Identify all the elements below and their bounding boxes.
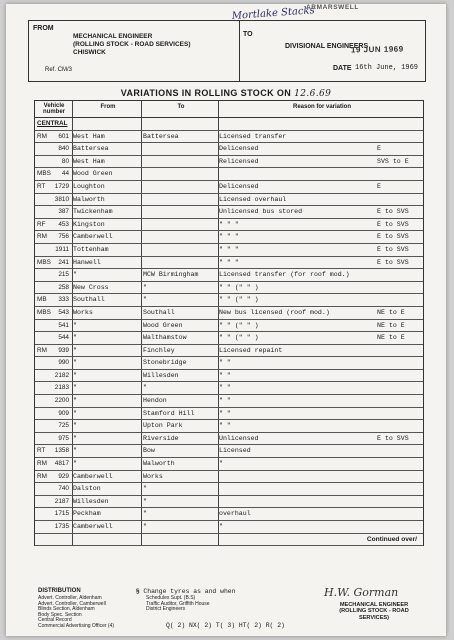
memo-sheet bbox=[6, 4, 446, 636]
vehicle-number bbox=[35, 408, 71, 420]
fleet-number: 740 bbox=[58, 485, 69, 493]
disposal-code: E to SVS bbox=[377, 233, 409, 241]
from-garage: " bbox=[73, 384, 77, 392]
from-garage: Camberwell bbox=[73, 523, 113, 530]
vehicle-number bbox=[35, 496, 71, 508]
vehicle-number bbox=[35, 382, 71, 394]
from-line: MECHANICAL ENGINEER bbox=[73, 33, 153, 40]
vehicle-number bbox=[35, 445, 71, 457]
memo-footer bbox=[34, 588, 424, 634]
reason: " " bbox=[219, 371, 231, 379]
table-row bbox=[35, 420, 423, 433]
from-garage: Camberwell bbox=[73, 472, 113, 480]
tyre-counts: Q( 2) NX( 2) T( 3) HT( 2) R( 2) bbox=[166, 622, 285, 629]
signature: H.W. Gorman bbox=[324, 586, 399, 599]
vehicle-class: RM bbox=[37, 132, 47, 140]
fleet-number: 387 bbox=[58, 208, 69, 216]
reference-number: Ref. CM/3 bbox=[45, 67, 73, 73]
table-row bbox=[35, 508, 423, 521]
table-row bbox=[35, 231, 423, 244]
from-garage: Wood Green bbox=[73, 170, 113, 178]
reason: Unlicensed bus stored bbox=[219, 208, 303, 216]
to-garage: Works bbox=[143, 472, 163, 480]
fleet-number: 543 bbox=[58, 308, 69, 316]
table-row bbox=[35, 131, 423, 144]
from-garage: " bbox=[73, 371, 77, 379]
fleet-number: 3810 bbox=[54, 195, 69, 203]
from-garage: " bbox=[73, 346, 77, 354]
tyre-note bbox=[136, 588, 235, 595]
vehicle-number bbox=[35, 320, 71, 332]
table-row bbox=[35, 269, 423, 282]
from-garage: Battersea bbox=[73, 145, 109, 153]
reason: " " bbox=[219, 397, 231, 405]
reason: " " (" " ) bbox=[219, 321, 259, 329]
disposal-code: SVS to E bbox=[377, 157, 409, 165]
fleet-number: 725 bbox=[58, 422, 69, 430]
table-row bbox=[35, 483, 423, 496]
vehicle-number bbox=[35, 370, 71, 382]
vehicle-number bbox=[35, 181, 71, 193]
from-garage: Twickenham bbox=[73, 208, 113, 216]
fleet-number: 975 bbox=[58, 434, 69, 442]
vehicle-number bbox=[35, 269, 71, 281]
from-garage: Peckham bbox=[73, 510, 101, 518]
vehicle-number bbox=[35, 143, 71, 155]
to-garage: Stonebridge bbox=[143, 359, 187, 367]
reason: Delicensed bbox=[219, 145, 259, 153]
from-garage: Hanwell bbox=[73, 258, 101, 266]
table-row bbox=[35, 244, 423, 257]
reason: Licensed transfer bbox=[219, 132, 287, 140]
vehicle-class: MBS bbox=[37, 258, 51, 266]
table-row bbox=[35, 458, 423, 471]
table-row bbox=[35, 320, 423, 333]
disposal-code: E to SVS bbox=[377, 258, 409, 266]
table-row bbox=[35, 357, 423, 370]
note-mark: § bbox=[136, 588, 140, 595]
disposal-code: E to SVS bbox=[377, 434, 409, 442]
fleet-number: 756 bbox=[58, 233, 69, 241]
to-garage: Southall bbox=[143, 308, 175, 316]
schedule-item: District Engineers bbox=[146, 606, 186, 613]
disposal-code: E to SVS bbox=[377, 220, 409, 228]
table-row bbox=[35, 219, 423, 232]
table-row bbox=[35, 433, 423, 446]
vehicle-number bbox=[35, 257, 71, 269]
vehicle-class: RT bbox=[37, 447, 46, 455]
from-garage: West Ham bbox=[73, 132, 105, 140]
to-garage: Battersea bbox=[143, 132, 179, 140]
to-garage: Walworth bbox=[143, 460, 175, 468]
reason: " " (" " ) bbox=[219, 334, 259, 342]
title-text: VARIATIONS IN ROLLING STOCK ON bbox=[120, 88, 292, 98]
distribution-item: Advert. Controller, Aldenham bbox=[38, 595, 102, 601]
note-text: Change tyres as and when bbox=[143, 588, 236, 595]
vehicle-number bbox=[35, 483, 71, 495]
table-row bbox=[35, 521, 423, 534]
table-row bbox=[35, 194, 423, 207]
from-line: (ROLLING STOCK - ROAD SERVICES) bbox=[73, 41, 191, 48]
document-title bbox=[6, 88, 446, 99]
table-row bbox=[35, 143, 423, 156]
reason: " " " bbox=[219, 258, 239, 266]
fleet-number: 601 bbox=[58, 132, 69, 140]
to-garage: " bbox=[143, 510, 147, 518]
distribution-label: DISTRIBUTION bbox=[38, 588, 81, 594]
table-row bbox=[35, 168, 423, 181]
to-garage: Finchley bbox=[143, 346, 175, 354]
disposal-code: NE to E bbox=[377, 334, 405, 342]
from-garage: Willesden bbox=[73, 497, 109, 505]
reason: " " " bbox=[219, 220, 239, 228]
fleet-number: 80 bbox=[61, 157, 69, 165]
distribution-item: Body Spec. Section bbox=[38, 611, 82, 618]
disposal-code: E to SVS bbox=[377, 208, 409, 216]
fleet-number: 333 bbox=[58, 296, 69, 304]
fleet-number: 909 bbox=[58, 409, 69, 417]
table-row bbox=[35, 257, 423, 270]
from-garage: " bbox=[73, 460, 77, 468]
table-row bbox=[35, 156, 423, 169]
reason: Licensed transfer (for roof mod.) bbox=[219, 271, 350, 279]
from-garage: Southall bbox=[73, 296, 105, 304]
reason: " bbox=[219, 523, 223, 530]
to-garage: Riverside bbox=[143, 434, 179, 442]
to-garage: Stamford Hill bbox=[143, 409, 195, 417]
from-garage: " bbox=[73, 321, 77, 329]
distribution-item: Central Record bbox=[38, 617, 72, 624]
reason: " " bbox=[219, 422, 231, 430]
schedule-list bbox=[146, 596, 210, 613]
signature-line: (ROLLING STOCK - ROAD SERVICES) bbox=[339, 608, 409, 621]
top-stamp: ARMARSWELL bbox=[306, 4, 359, 11]
to-garage: Wood Green bbox=[143, 321, 183, 329]
table-row bbox=[35, 408, 423, 421]
vehicle-number bbox=[35, 194, 71, 206]
table-row bbox=[35, 332, 423, 345]
reason: " " (" " ) bbox=[219, 296, 259, 304]
received-date-stamp: 19 JUN 1969 bbox=[350, 44, 404, 55]
from-garage: Walworth bbox=[73, 195, 105, 203]
table-row bbox=[35, 496, 423, 509]
section-label: CENTRAL bbox=[37, 120, 68, 127]
from-garage: New Cross bbox=[73, 283, 109, 291]
title-date: 12.6.69 bbox=[294, 89, 332, 99]
reason: Unlicensed bbox=[219, 434, 259, 442]
reason: " " " bbox=[219, 245, 239, 253]
distribution-item: Blinds Section, Aldenham bbox=[38, 606, 95, 613]
fleet-number: 44 bbox=[61, 170, 69, 178]
col-from: From bbox=[100, 104, 116, 110]
vehicle-class: MB bbox=[37, 296, 47, 304]
from-address bbox=[73, 33, 191, 57]
to-garage: " bbox=[143, 283, 147, 291]
vehicle-number bbox=[35, 282, 71, 294]
fleet-number: 241 bbox=[58, 258, 69, 266]
vehicle-number bbox=[35, 433, 71, 445]
to-garage: Willesden bbox=[143, 371, 179, 379]
variations-table bbox=[34, 100, 424, 546]
reason: Licensed repaint bbox=[219, 346, 283, 354]
fleet-number: 2200 bbox=[54, 397, 69, 405]
from-garage: " bbox=[73, 447, 77, 455]
vehicle-number bbox=[35, 294, 71, 306]
table-row bbox=[35, 382, 423, 395]
fleet-number: 1358 bbox=[54, 447, 69, 455]
reason: Relicensed bbox=[219, 157, 259, 165]
from-garage: Dalston bbox=[73, 485, 101, 493]
from-garage: Kingston bbox=[73, 220, 105, 228]
fleet-number: 2187 bbox=[54, 497, 69, 505]
from-garage: " bbox=[73, 422, 77, 430]
to-garage: " bbox=[143, 296, 147, 304]
fleet-number: 929 bbox=[58, 472, 69, 480]
handwritten-scrawl: Mortlake Stacks bbox=[231, 5, 316, 22]
fleet-number: 2182 bbox=[54, 371, 69, 379]
reason: " " bbox=[219, 359, 231, 367]
fleet-number: 215 bbox=[58, 271, 69, 279]
vehicle-number bbox=[35, 345, 71, 357]
fleet-number: 4817 bbox=[54, 460, 69, 468]
vehicle-class: MBS bbox=[37, 308, 51, 316]
reason: New bus licensed (roof mod.) bbox=[219, 308, 330, 316]
fleet-number: 258 bbox=[58, 283, 69, 291]
to-garage: " bbox=[143, 384, 147, 392]
col-vehicle-number: Vehicle number bbox=[42, 103, 65, 115]
vehicle-number bbox=[35, 231, 71, 243]
fleet-number: 453 bbox=[58, 220, 69, 228]
fleet-number: 2183 bbox=[54, 384, 69, 392]
table-row bbox=[35, 282, 423, 295]
fleet-number: 541 bbox=[58, 321, 69, 329]
vehicle-number bbox=[35, 206, 71, 218]
table-row bbox=[35, 206, 423, 219]
from-label: FROM bbox=[33, 25, 54, 32]
table-section-row bbox=[35, 118, 423, 131]
reason: Licensed bbox=[219, 447, 251, 455]
from-garage: Tottenham bbox=[73, 245, 109, 253]
to-garage: " bbox=[143, 523, 147, 530]
disposal-code: NE to E bbox=[377, 308, 405, 316]
fleet-number: 840 bbox=[58, 145, 69, 153]
table-row bbox=[35, 181, 423, 194]
to-garage: Hendon bbox=[143, 397, 167, 405]
vehicle-number bbox=[35, 458, 71, 470]
reason: Delicensed bbox=[219, 182, 259, 190]
reason: " " " bbox=[219, 233, 239, 241]
vehicle-class: RM bbox=[37, 233, 47, 241]
vehicle-number bbox=[35, 219, 71, 231]
disposal-code: E bbox=[377, 145, 381, 153]
disposal-code: E to SVS bbox=[377, 245, 409, 253]
fleet-number: 1735 bbox=[54, 523, 69, 530]
table-body bbox=[34, 118, 424, 546]
fleet-number: 1911 bbox=[55, 245, 69, 253]
vehicle-number bbox=[35, 508, 71, 520]
fleet-number: 990 bbox=[58, 359, 69, 367]
to-garage: Upton Park bbox=[143, 422, 183, 430]
vehicle-number bbox=[35, 395, 71, 407]
vehicle-class: MBS bbox=[37, 170, 51, 178]
to-garage: " bbox=[143, 485, 147, 493]
reason: " " bbox=[219, 409, 231, 417]
vehicle-number bbox=[35, 420, 71, 432]
to-garage: " bbox=[143, 497, 147, 505]
col-reason: Reason for variation bbox=[292, 104, 351, 110]
reason: overhaul bbox=[219, 510, 251, 518]
to-recipient: DIVISIONAL ENGINEERS bbox=[285, 43, 369, 50]
vehicle-class: RM bbox=[37, 346, 47, 354]
table-header bbox=[34, 100, 424, 118]
from-garage: " bbox=[73, 397, 77, 405]
signature-title bbox=[324, 602, 424, 621]
table-continued-row bbox=[35, 534, 423, 547]
vehicle-number bbox=[35, 307, 71, 319]
date-label: DATE bbox=[333, 65, 352, 72]
fleet-number: 1729 bbox=[54, 182, 69, 190]
from-garage: Camberwell bbox=[73, 233, 113, 241]
reason: Licensed overhaul bbox=[219, 195, 287, 203]
from-garage: " bbox=[73, 359, 77, 367]
vehicle-class: RT bbox=[37, 182, 46, 190]
vehicle-number bbox=[35, 131, 71, 143]
signature-line: MECHANICAL ENGINEER bbox=[339, 602, 409, 608]
from-garage: Loughton bbox=[73, 182, 105, 190]
table-row bbox=[35, 345, 423, 358]
from-garage: " bbox=[73, 271, 77, 279]
memo-header bbox=[28, 20, 426, 82]
vehicle-class: RM bbox=[37, 460, 47, 468]
to-garage: MCW Birmingham bbox=[143, 271, 199, 279]
vehicle-number bbox=[35, 244, 71, 256]
from-line: CHISWICK bbox=[73, 49, 106, 56]
date-value: 16th June, 1969 bbox=[355, 64, 419, 72]
table-row bbox=[35, 445, 423, 458]
disposal-code: E bbox=[377, 182, 381, 190]
table-row bbox=[35, 471, 423, 484]
from-garage: West Ham bbox=[73, 157, 105, 165]
to-label: TO bbox=[243, 31, 253, 38]
vehicle-number bbox=[35, 156, 71, 168]
fleet-number: 544 bbox=[58, 334, 69, 342]
vehicle-number bbox=[35, 471, 71, 483]
distribution-list bbox=[38, 596, 114, 630]
table-row bbox=[35, 370, 423, 383]
distribution-item: Commercial Advertising Officer (4) bbox=[38, 622, 115, 629]
vehicle-class: RM bbox=[37, 472, 47, 480]
from-garage: " bbox=[73, 334, 77, 342]
vehicle-class: RF bbox=[37, 220, 46, 228]
from-garage: Works bbox=[73, 308, 93, 316]
distribution-item: Advert. Controller, Camberwell bbox=[38, 600, 106, 607]
table-row bbox=[35, 307, 423, 320]
continued-note: Continued over/ bbox=[366, 535, 417, 543]
fleet-number: 1715 bbox=[54, 510, 69, 518]
from-garage: " bbox=[73, 409, 77, 417]
vehicle-number bbox=[35, 357, 71, 369]
reason: " " bbox=[219, 384, 231, 392]
disposal-code: NE to E bbox=[377, 321, 405, 329]
vehicle-number bbox=[35, 168, 71, 180]
reason: " " (" " ) bbox=[219, 283, 259, 291]
vehicle-number bbox=[35, 521, 71, 533]
fleet-number: 939 bbox=[58, 346, 69, 354]
reason: " bbox=[219, 460, 223, 468]
table-row bbox=[35, 294, 423, 307]
from-garage: " bbox=[73, 434, 77, 442]
col-to: To bbox=[177, 104, 185, 110]
schedule-item: Traffic Auditor, Griffith House bbox=[146, 600, 210, 607]
table-row bbox=[35, 395, 423, 408]
to-garage: Walthamstow bbox=[143, 334, 187, 342]
schedule-item: Schedules Supt. (B.S) bbox=[146, 595, 196, 601]
to-garage: Bow bbox=[143, 447, 155, 455]
vehicle-number bbox=[35, 332, 71, 344]
